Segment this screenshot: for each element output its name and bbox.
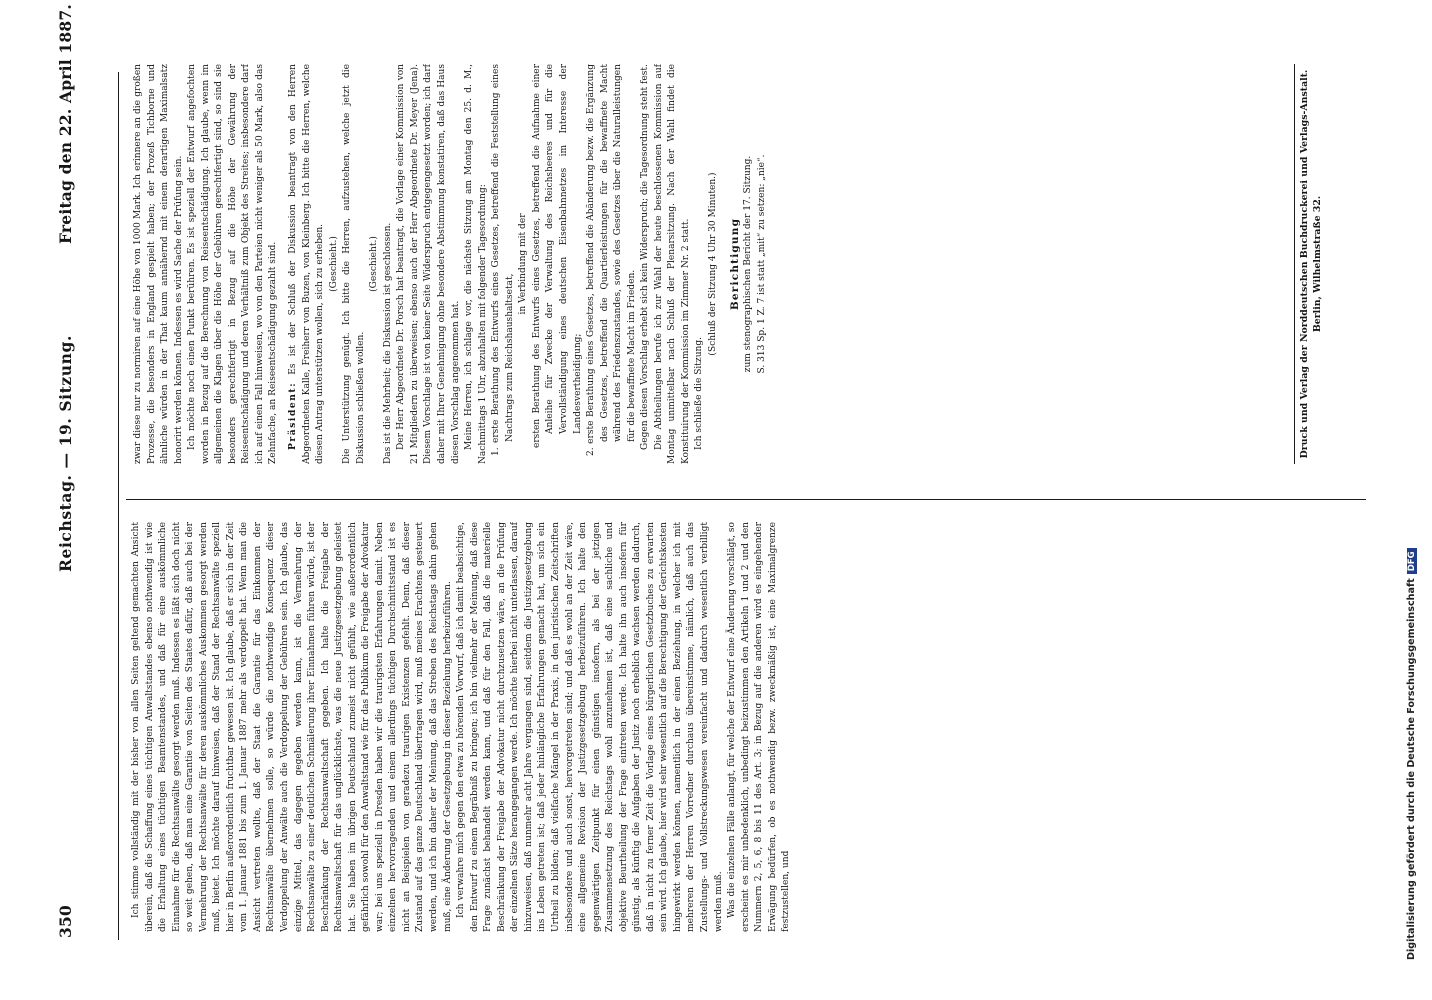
speaker-label: Präsident: [288, 381, 299, 450]
imprint-line-1: Druck und Verlag der Norddeutschen Buchdruckerei und Verlags-Anstalt. [1299, 69, 1310, 459]
paragraph: (Geschieht.) [328, 236, 339, 292]
paragraph: Ich stimme vollständig mit der bisher von allen Seiten geltend gemachten Ansicht überein, daß die Schaffung eines tüchtigen Anwaltstandes ebenso nothwendig ist wie die Erhaltung eines tüchtigen Beamtenstandes, und daß für eine auskömmliche Einnahme für die Rechtsanwälte gesorgt werden muß. Indessen es läßt sich doch nicht so weit gehen, daß man eine Garantie von Seiten des Staates dafür, daß auch bei der Vermehrung der Rechtsanwälte für deren auskömmliches Auskommen gesorgt werden muß, bietet. Ich möchte darauf hinweisen, daß der Stand der Rechtsanwälte speziell hier in Berlin außerordentlich fruchtbar gewesen ist. Ich glaube, daß er sich in der Zeit vom 1. Januar 1881 bis zum 1. Januar 1887 mehr als verdoppelt hat. Wenn man die Ansicht vertreten wollte, daß der Staat die Garantie für das Einkommen der Rechtsanwälte übernehmen solle, so würde die nothwendige Konsequenz dieser Verdoppelung der Anwälte auch die Verdoppelung der Gebühren sein. Ich glaube, das einzige Mittel, das dagegen gegeben werden kann, ist die Vermehrung der Rechtsanwälte zu einer deutlichen Schmälerung ihrer Einnahmen führen würde, ist der Beschränkung der Rechtsanwaltschaft gegeben. Ich halte die Freigabe der Rechtsanwaltschaft für das unglücklichste, was die neue Justizgesetzgebung geleistet hat. Sie haben im übrigen Deutschland zumeist nicht gefühlt, wie außerordentlich gefährlich sowohl für den Anwaltstand wie für das Publikum die Freigabe der Advokatur war; bei uns speziell in Dresden haben wir die traurigsten Erfahrungen damit. Neben einzelnen hervorragenden und einem allerdings tüchtigen Durchschnittsstand ist es nicht an Beispielen von geradezu traurigen Existenzen gefehlt. Denn, daß dieser Zustand auf das ganze Deutschland übertragen wird, muß meines Erachtens gesteuert werden, und ich bin daher der Meinung, daß das Streben des Reichstags dahin gehen muß, eine Änderung der Gesetzgebung in dieser Beziehung herbeizuführen. [131, 522, 453, 932]
imprint-line-2: Berlin, Wilhelmstraße 32. [1312, 195, 1323, 333]
session-heading: Reichstag. — 19. Sitzung. [56, 335, 75, 572]
credit-text: Digitalisierung gefördert durch die Deutsche Forschungsgemeinschaft [1406, 578, 1417, 960]
paragraph: zum stenographischen Bericht der 17. Sitzung. [743, 155, 754, 373]
date-heading: Freitag den 22. April 1887. [56, 4, 75, 244]
printer-imprint [1298, 64, 1324, 464]
digitization-credit [1406, 320, 1417, 960]
paragraph: Ich möchte noch einen Punkt berühren. Es ist speziell der Entwurf angefochten worden in Bezug auf die Berechnung von Reiseentschädigung. Ich glaube, wenn im allgemeinen die Klagen über die Höhe der Gebühren gerechtfertigt sind, so sind sie besonders gerechtfertigt in Bezug auf die Höhe der Gewährung der Reiseentschädigung und deren Verhältniß zum Objekt des Streites; insbesondere darf ich auf einen Fall hinweisen, wo von den Parteien nicht weniger als 50 Mark, also das Zehnfache, an Reiseentschädigung gezahlt sind. [187, 64, 279, 464]
paragraph: Die Unterstützung genügt. Ich bitte die Herren, aufzustehen, welche jetzt die Diskussion schließen wollen. [342, 64, 366, 464]
header-rule [118, 72, 119, 940]
paragraph: Präsident: Es ist der Schluß der Diskussion beantragt von den Herren Abgeordneten Kalle, Freiherr von Buzen, von Kleinberg. Ich bitte die Herren, welche diesen Antrag unterstützen wollen, sich zu erheben. [288, 64, 326, 464]
right-column [132, 64, 1372, 464]
paragraph: Was die einzelnen Fälle anlangt, für welche der Entwurf eine Änderung vorschlägt, so erscheint es mir unbedenklich, unbedingt beizustimmen den Artikeln 1 und 2 und den Nummern 2, 5, 6, 8 bis 11 des Art. 3; in Bezug auf die anderen wird es eingehender Erwägung bedürfen, ob es nothwendig bezw. zweckmäßig ist, eine Maximalgrenze festzustellen, und [727, 522, 792, 932]
paragraph: Meine Herren, ich schlage vor, die nächste Sitzung am Montag den 25. d. M., Nachmittags 1 Uhr, abzuhalten mit folgender Tagesordnung: [464, 64, 488, 464]
paragraph: (Schluß der Sitzung 4 Uhr 30 Minuten.) [707, 172, 718, 356]
paragraph: zwar diese nur zu normiren auf eine Höhe von 1000 Mark. Ich erinnere an die großen Prozesse, die besonders in England gespielt haben; der Prozeß Tichborne und ähnliche würden in der That kaum annähernd mit einem derartigen Maximalsatz honorirt werden können. Indessen es wird Sache der Prüfung sein. [133, 64, 184, 464]
column-divider [126, 499, 1366, 500]
paragraph: Das ist die Mehrheit; die Diskussion ist geschlossen. [382, 222, 393, 464]
dfg-logo: DFG [1407, 548, 1417, 574]
paragraph: Ich verwahre mich gegen den etwa zu hörenden Vorwurf, daß ich damit beabsichtige, den Entwurf zu einem Begräbniß zu bringen; ich bin vielmehr der Meinung, daß diese Frage zunächst behandelt werden kann, und daß für den Fall, daß die materielle Beschränkung der Freigabe der Advokatur nicht durchzusetzen wäre, an die Prüfung der einzelnen Sätze herangegangen werde. Ich möchte hierbei nicht unterlassen, darauf hinzuweisen, daß nunmehr acht Jahre vergangen sind, seitdem die Justizgesetzgebung ins Leben getreten ist; daß jeder hinlängliche Erfahrungen gemacht hat, um sich ein Urtheil zu bilden; daß vielfache Mängel in der Praxis, in den juristischen Zeitschriften insbesondere und auch sonst, hervorgetreten sind; und daß es wohl an der Zeit wäre, eine allgemeine Revision der Justizgesetzgebung herbeizuführen. Ich halte den gegenwärtigen Zeitpunkt für einen günstigen insofern, als bei der jetzigen Zusammensetzung des Reichstags wohl anzunehmen ist, daß eine sachliche und objektive Beurtheilung der Frage eintreten werde. Ich halte ihn auch insofern für günstig, als künftig die Aufgaben der Justiz noch erheblich wachsen werden dadurch, daß in nicht zu ferner Zeit die Vorlage eines bürgerlichen Gesetzbuches zu erwarten sein wird. Ich glaube, hier wird sehr wesentlich auf die Berechtigung der Gerichtskosten hingewirkt werden können, namentlich in der einen Beziehung, in welcher ich mit mehreren der Herren Vorredner durchaus übereinstimme, nämlich, daß auch das Zustellungs- und Vollstreckungswesen vereinfacht und dadurch wesentlich verbilligt werden muß. [456, 522, 724, 932]
paragraph: S. 313 Sp. 1 Z. 7 ist statt „mit“ zu setzen: „nie“. [756, 154, 767, 374]
paragraph: Ich schließe die Sitzung. [694, 336, 705, 450]
paragraph: ersten Berathung des Entwurfs eines Gesetzes, betreffend die Aufnahme einer Anleihe für Zwecke der Verwaltung des Reichsheeres und für die Vervollständigung eines deutschen Eisenbahnnetzes im Interesse der Landesvertheidigung; [531, 64, 583, 448]
paragraph: in Verbindung mit der [518, 213, 529, 315]
paragraph: Die Abtheilungen berufe ich zur Wahl der heute beschlossenen Kommission auf Montag unmittelbar nach Schluß der Plenarsitzung. Nach der Wahl findet die Konstituirung der Kommission im Zimmer Nr. 2 statt. [653, 64, 691, 464]
footer-rule [1294, 64, 1295, 464]
left-column [130, 522, 1370, 932]
paragraph: (Geschieht.) [369, 236, 380, 292]
paragraph: Gegen diesen Vorschlag erhebt sich kein Widerspruch; die Tagesordnung steht fest. [640, 64, 651, 450]
paragraph: 2. erste Berathung eines Gesetzes, betreffend die Abänderung bezw. die Ergänzung des Gesetzes, betreffend die Quartierleistungen für die bewaffnete Macht während des Friedenszustandes, sowie des Gesetzes über die Naturalleistungen für die bewaffnete Macht im Frieden. [586, 64, 637, 456]
section-heading: Berichtigung [728, 217, 741, 311]
page-number: 350 [56, 905, 75, 938]
paragraph: Der Herr Abgeordnete Dr. Porsch hat beantragt, die Vorlage einer Kommission von 21 Mitgliedern zu überweisen; ebenso auch der Herr Abgeordnete Dr. Meyer (Jena). Diesem Vorschlage ist von keiner Seite Widerspruch entgegengesetzt worden; ich darf daher mit Ihrer Genehmigung ohne besondere Abstimmung konstatiren, daß das Haus diesen Vorschlag angenommen hat. [396, 64, 461, 464]
paragraph: 1. erste Berathung des Entwurfs eines Gesetzes, betreffend die Feststellung eines Nachtrags zum Reichshaushaltsetat, [491, 64, 515, 456]
